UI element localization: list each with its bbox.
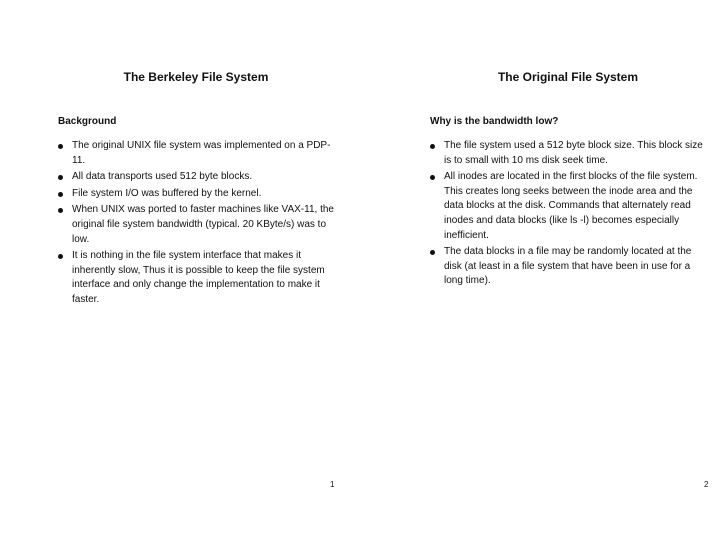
bullet-list (58, 139, 340, 310)
bullet-text: When UNIX was ported to faster machines like VAX-11, the original file system bandwidth (typical. 20 KByte/s) was to low. (72, 204, 334, 245)
bullet-item (58, 139, 340, 168)
bullet-item (58, 187, 340, 202)
bullet-item (430, 245, 710, 289)
bullet-item (430, 170, 710, 243)
bullet-dot-icon (430, 175, 435, 180)
section-heading: Background (58, 116, 117, 127)
bullet-dot-icon (58, 192, 63, 197)
bullet-text: It is nothing in the file system interface that makes it inherently slow, Thus it is possible to keep the file system interface and only change the implementation to make it faster. (72, 250, 325, 305)
slide-title: The Berkeley File System (123, 70, 269, 84)
bullet-text: The data blocks in a file may be randomly located at the disk (at least in a file system that have been in use for a long time). (444, 246, 692, 287)
bullet-dot-icon (58, 144, 63, 149)
section-heading: Why is the bandwidth low? (430, 116, 559, 127)
bullet-text: File system I/O was buffered by the kernel. (72, 187, 262, 199)
page-number: 2 (704, 480, 709, 489)
bullet-text: All data transports used 512 byte blocks. (72, 171, 253, 183)
bullet-dot-icon (58, 208, 63, 213)
bullet-list (430, 139, 710, 291)
bullet-dot-icon (58, 254, 63, 259)
bullet-dot-icon (58, 175, 63, 180)
page-number: 1 (330, 480, 335, 489)
bullet-text: All inodes are located in the first blocks of the file system. This creates long seeks between the inode area and the data blocks at the disk. Commands that alternately read inodes and data blocks (like ls -l) becomes especially inefficient. (444, 171, 698, 241)
bullet-item (430, 139, 710, 168)
bullet-item (58, 249, 340, 307)
slide-2 (360, 0, 720, 557)
bullet-dot-icon (430, 250, 435, 255)
bullet-dot-icon (430, 144, 435, 149)
bullet-text: The file system used a 512 byte block size. This block size is to small with 10 ms disk seek time. (444, 140, 703, 166)
bullet-item (58, 203, 340, 247)
slide-title: The Original File System (497, 70, 639, 84)
bullet-text: The original UNIX file system was implemented on a PDP-11. (72, 140, 331, 166)
bullet-item (58, 170, 340, 185)
